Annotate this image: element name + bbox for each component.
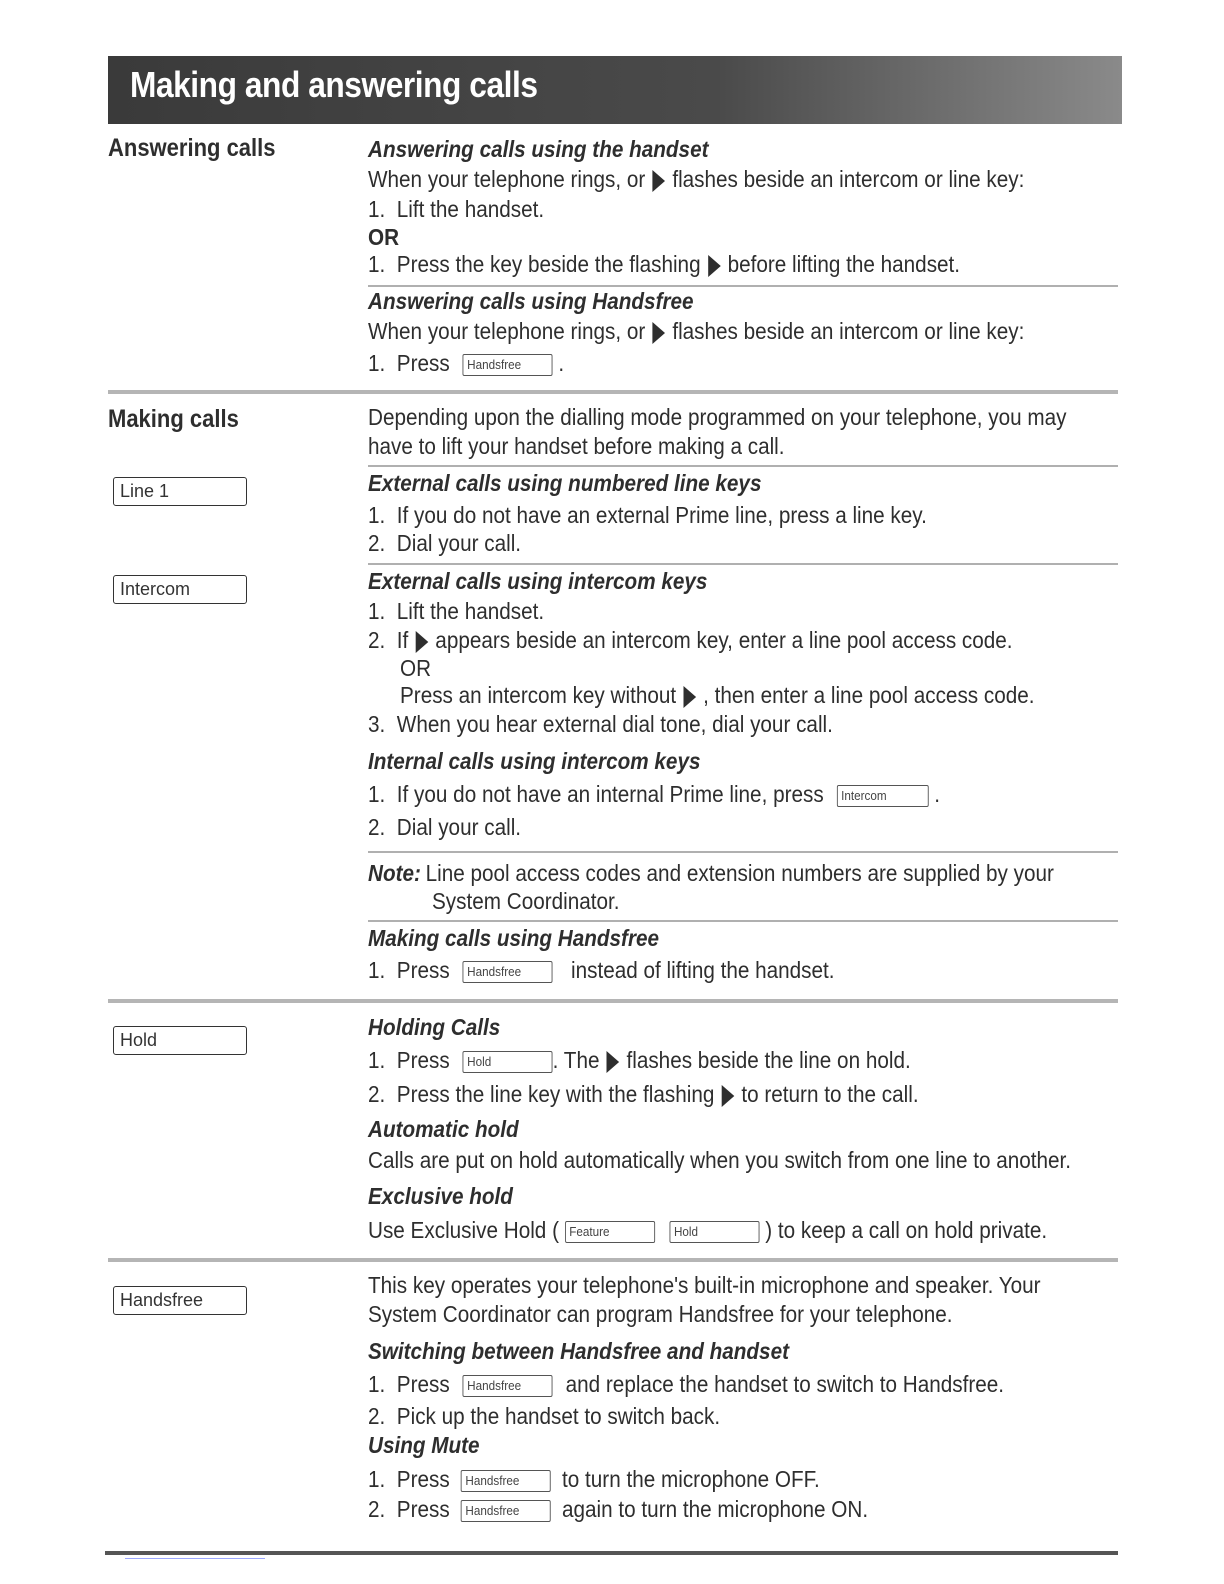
text: When your telephone rings, or — [368, 166, 646, 192]
text: Press — [396, 1496, 450, 1522]
handsfree-key-icon: Handsfree — [463, 354, 553, 376]
note-label: Note: — [368, 860, 421, 886]
handsfree-intro-1: This key operates your telephone's built-in microphone and speaker. Your — [368, 1272, 1041, 1298]
making-handsfree-title: Making calls using Handsfree — [368, 925, 660, 951]
exclusive-hold-title: Exclusive hold — [368, 1183, 513, 1209]
handsfree-key-icon: Handsfree — [463, 1375, 553, 1397]
title-banner — [108, 56, 1122, 124]
section-divider — [108, 390, 1118, 394]
step-number: 1. — [368, 781, 386, 807]
divider — [368, 285, 1118, 287]
list-item — [368, 627, 1013, 654]
list-item — [368, 1403, 720, 1430]
note-continuation: System Coordinator. — [432, 888, 620, 914]
answering-handsfree-title: Answering calls using Handsfree — [368, 288, 694, 314]
flashing-indicator-icon — [416, 631, 429, 653]
text: Press the key beside the flashing — [396, 251, 701, 277]
handsfree-key-icon: Handsfree — [461, 1470, 551, 1492]
list-item — [368, 1081, 919, 1108]
text: Press — [396, 957, 450, 983]
text: Dial your call. — [396, 814, 522, 840]
flashing-indicator-icon — [653, 170, 666, 192]
text: When your telephone rings, or — [368, 318, 646, 344]
text: ) to keep a call on hold private. — [765, 1217, 1048, 1243]
answering-handset-intro — [368, 166, 1024, 193]
switching-title: Switching between Handsfree and handset — [368, 1338, 789, 1364]
exclusive-hold-text — [368, 1217, 1047, 1244]
text: If — [396, 627, 409, 653]
answering-calls-heading: Answering calls — [108, 134, 276, 162]
automatic-hold-title: Automatic hold — [368, 1116, 519, 1142]
text: Press an intercom key without — [400, 682, 677, 708]
text: to return to the call. — [741, 1081, 919, 1107]
page-title: Making and answering calls — [130, 64, 538, 105]
text: Dial your call. — [396, 530, 522, 556]
text: appears beside an intercom key, enter a line pool access code. — [435, 627, 1013, 653]
list-item — [368, 196, 544, 223]
text: Use Exclusive Hold ( — [368, 1217, 559, 1243]
list-item — [368, 1496, 868, 1523]
divider — [368, 563, 1118, 565]
text: Lift the handset. — [396, 196, 545, 222]
text: and replace the handset to switch to Handsfree. — [565, 1371, 1005, 1397]
bottom-rule — [105, 1551, 1118, 1555]
hold-key-icon: Hold — [669, 1221, 759, 1243]
text: flashes beside an intercom or line key: — [672, 318, 1025, 344]
automatic-hold-text: Calls are put on hold automatically when you switch from one line to another. — [368, 1147, 1072, 1173]
section-divider — [108, 1258, 1118, 1262]
step-number: 2. — [368, 814, 386, 840]
list-item — [368, 711, 833, 738]
flashing-indicator-icon — [683, 686, 696, 708]
divider — [368, 465, 1118, 467]
feature-key-icon: Feature — [565, 1221, 655, 1243]
making-intro-1: Depending upon the dialling mode programmed on your telephone, you may — [368, 404, 1067, 430]
text: . — [934, 781, 940, 807]
handsfree-intro-2: System Coordinator can program Handsfree for your telephone. — [368, 1301, 953, 1327]
divider — [368, 851, 1118, 853]
flashing-indicator-icon — [653, 322, 666, 344]
flashing-indicator-icon — [722, 1085, 735, 1107]
making-intro-2: have to lift your handset before making a call. — [368, 433, 785, 459]
line-1-key: Line 1 — [113, 477, 247, 506]
text: Press the line key with the flashing — [396, 1081, 715, 1107]
step-number: 2. — [368, 1403, 386, 1429]
text: When you hear external dial tone, dial your call. — [396, 711, 833, 737]
step-number: 1. — [368, 196, 386, 222]
step-number: 2. — [368, 1496, 386, 1522]
bottom-underline — [125, 1558, 265, 1559]
making-calls-heading: Making calls — [108, 405, 239, 433]
answering-handsfree-intro — [368, 318, 1024, 345]
text: . The — [552, 1047, 600, 1073]
step-number: 3. — [368, 711, 386, 737]
text: flashes beside the line on hold. — [626, 1047, 911, 1073]
list-item — [368, 502, 927, 529]
list-item — [368, 1047, 911, 1074]
step-number: 1. — [368, 350, 386, 376]
step-number: 1. — [368, 1047, 386, 1073]
external-line-title: External calls using numbered line keys — [368, 470, 762, 496]
text: instead of lifting the handset. — [571, 957, 835, 983]
text: Line pool access codes and extension numbers are supplied by your — [425, 860, 1054, 886]
handsfree-key-icon: Handsfree — [461, 1500, 551, 1522]
step-number: 1. — [368, 598, 386, 624]
text: , then enter a line pool access code. — [703, 682, 1035, 708]
list-item — [368, 1466, 820, 1493]
or-label: OR — [400, 655, 432, 681]
list-item — [368, 598, 544, 625]
text: If you do not have an external Prime line, press a line key. — [396, 502, 927, 528]
using-mute-title: Using Mute — [368, 1432, 480, 1458]
text: again to turn the microphone ON. — [562, 1496, 869, 1522]
internal-calls-title: Internal calls using intercom keys — [368, 748, 701, 774]
step-number: 1. — [368, 1371, 386, 1397]
flashing-indicator-icon — [708, 255, 721, 277]
list-item — [368, 781, 940, 808]
text: Pick up the handset to switch back. — [396, 1403, 721, 1429]
or-label: OR — [368, 224, 400, 250]
list-item — [368, 350, 564, 377]
text: Press — [396, 1371, 450, 1397]
step-number: 1. — [368, 957, 386, 983]
handsfree-key: Handsfree — [113, 1286, 247, 1315]
text: Press — [396, 350, 450, 376]
text: If you do not have an internal Prime line, press — [396, 781, 824, 807]
list-item — [368, 251, 960, 278]
list-item-continuation — [400, 682, 1035, 709]
flashing-indicator-icon — [607, 1051, 620, 1073]
text: before lifting the handset. — [727, 251, 961, 277]
answering-handset-title: Answering calls using the handset — [368, 136, 709, 162]
hold-key-icon: Hold — [463, 1051, 553, 1073]
holding-calls-title: Holding Calls — [368, 1014, 501, 1040]
intercom-key-icon: Intercom — [837, 785, 929, 807]
note — [368, 860, 1054, 887]
handsfree-key-icon: Handsfree — [463, 961, 553, 983]
step-number: 1. — [368, 1466, 386, 1492]
list-item — [368, 957, 835, 984]
step-number: 1. — [368, 502, 386, 528]
step-number: 2. — [368, 1081, 386, 1107]
text: flashes beside an intercom or line key: — [672, 166, 1025, 192]
text: . — [558, 350, 565, 376]
step-number: 2. — [368, 627, 386, 653]
text: Press — [396, 1047, 450, 1073]
text: to turn the microphone OFF. — [562, 1466, 820, 1492]
external-intercom-title: External calls using intercom keys — [368, 568, 708, 594]
intercom-key: Intercom — [113, 575, 247, 604]
step-number: 2. — [368, 530, 386, 556]
text: Lift the handset. — [396, 598, 545, 624]
list-item — [368, 1371, 1004, 1398]
section-divider — [108, 999, 1118, 1003]
list-item — [368, 530, 521, 557]
hold-key: Hold — [113, 1026, 247, 1055]
step-number: 1. — [368, 251, 386, 277]
text: Press — [396, 1466, 450, 1492]
divider — [368, 920, 1118, 922]
list-item — [368, 814, 521, 841]
